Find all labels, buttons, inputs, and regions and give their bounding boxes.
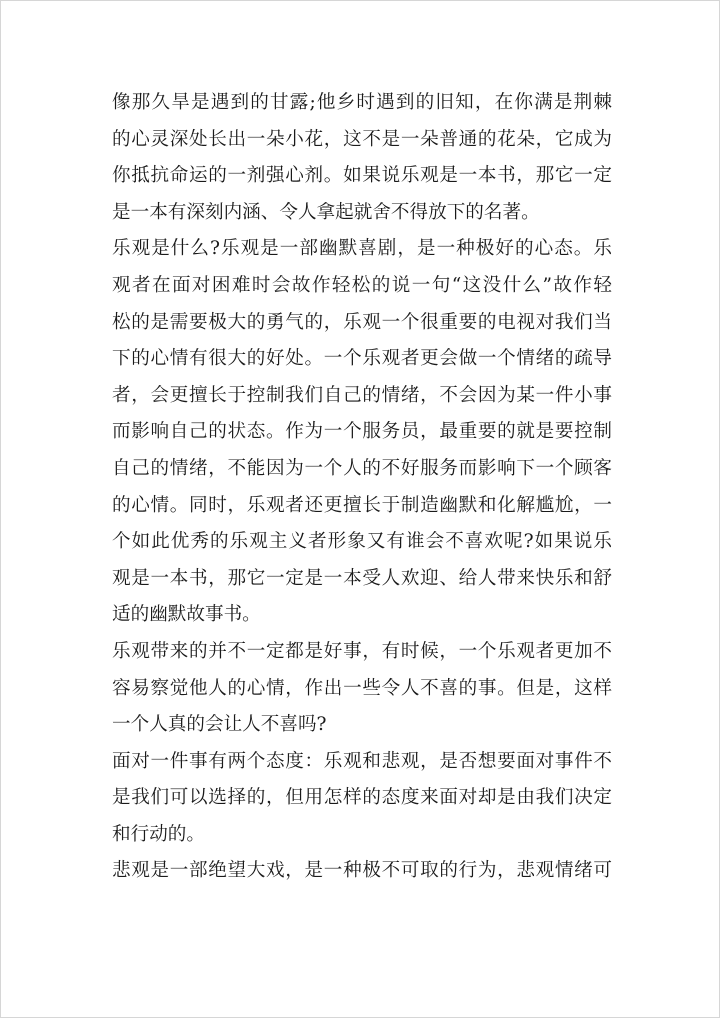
- text-line-22: 悲观是一部绝望大戏，是一种极不可取的行为，悲观情绪可: [112, 860, 612, 882]
- text-line-16: 乐观带来的并不一定都是好事，有时候，一个乐观者更加不: [112, 640, 612, 662]
- text-line-21: 和行动的。: [112, 823, 205, 845]
- text-line-7: 松的是需要极大的勇气的，乐观一个很重要的电视对我们当: [112, 311, 612, 333]
- text-line-12: 的心情。同时，乐观者还更擅长于制造幽默和化解尴尬，一: [112, 494, 612, 516]
- text-line-4: 是一本有深刻内涵、令人拿起就舍不得放下的名著。: [112, 201, 540, 223]
- text-line-20: 是我们可以选择的，但用怎样的态度来面对却是由我们决定: [112, 787, 612, 809]
- text-line-13: 个如此优秀的乐观主义者形象又有谁会不喜欢呢?如果说乐: [112, 531, 612, 553]
- text-line-11: 自己的情绪，不能因为一个人的不好服务而影响下一个顾客: [112, 457, 612, 479]
- document-body: [112, 85, 612, 890]
- text-line-14: 观是一本书，那它一定是一本受人欢迎、给人带来快乐和舒: [112, 567, 612, 589]
- text-line-2: 的心灵深处长出一朵小花，这不是一朵普通的花朵，它成为: [112, 128, 612, 150]
- text-line-9: 者，会更擅长于控制我们自己的情绪，不会因为某一件小事: [112, 384, 612, 406]
- text-line-5: 乐观是什么?乐观是一部幽默喜剧，是一种极好的心态。乐: [112, 238, 612, 260]
- text-line-8: 下的心情有很大的好处。一个乐观者更会做一个情绪的疏导: [112, 348, 612, 370]
- text-line-1: 像那久旱是遇到的甘露;他乡时遇到的旧知，在你满是荆棘: [112, 92, 613, 113]
- text-line-10: 而影响自己的状态。作为一个服务员，最重要的就是要控制: [112, 421, 612, 443]
- text-line-17: 容易察觉他人的心情，作出一些令人不喜的事。但是，这样: [112, 677, 612, 699]
- text-line-19: 面对一件事有两个态度：乐观和悲观，是否想要面对事件不: [112, 750, 612, 772]
- text-line-3: 你抵抗命运的一剂强心剂。如果说乐观是一本书，那它一定: [112, 165, 612, 187]
- text-line-15: 适的幽默故事书。: [112, 604, 261, 626]
- text-line-6: 观者在面对困难时会故作轻松的说一句“这没什么”故作轻: [112, 274, 612, 296]
- text-line-18: 一个人真的会让人不喜吗?: [112, 714, 327, 736]
